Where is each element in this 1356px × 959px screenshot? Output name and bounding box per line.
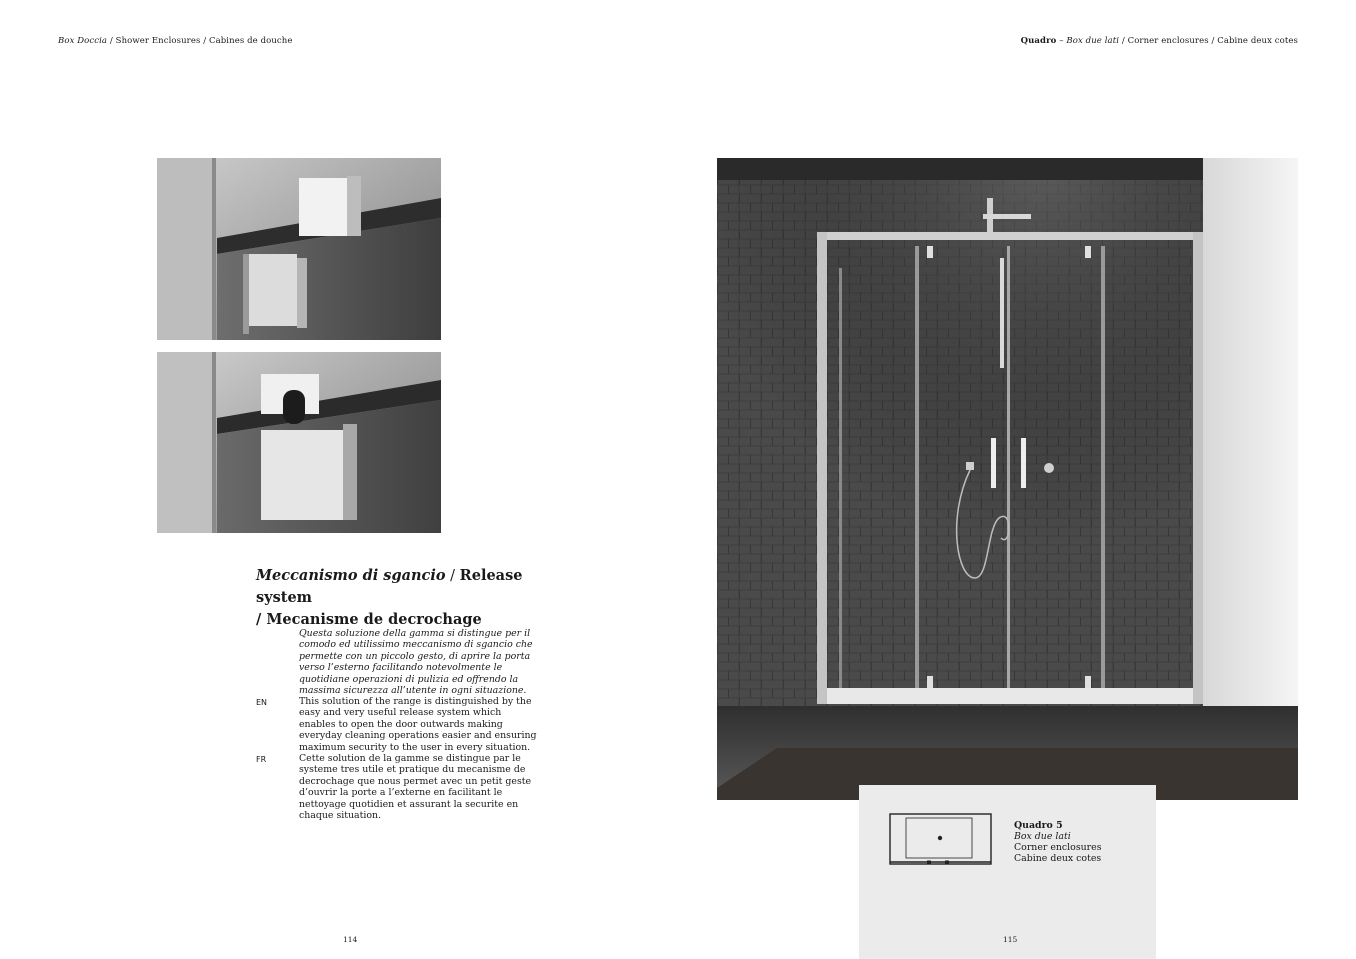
floor-plan-diagram	[889, 813, 992, 865]
header-right-type-rest: / Corner enclosures / Cabine deux cotes	[1119, 36, 1298, 46]
description-french: Cette solution de la gamme se distingue par le systeme tres utile et pratique du mecanisme de decrochage que nous permet avec un petit geste d’ouvrir la porte a l’externe en facilitant le nettoyage quotidien et assurant la securite en chaque situation.	[299, 753, 532, 822]
header-left-category-it: Box Doccia	[58, 36, 108, 46]
description-italian: Questa soluzione della gamma si distingue per il comodo ed utilissimo meccanismo di sgancio che permette con un piccolo gesto, di aprire la porta verso l’esterno facilitando notevolmente le quotidiane operazioni di pulizia ed offrendo la massima sicurezza all’utente in ogni situazione.	[299, 628, 533, 697]
page-number-right: 115	[1003, 935, 1018, 944]
header-left-category-rest: / Shower Enclosures / Cabines de douche	[107, 36, 293, 46]
shower-enclosure-photo	[717, 158, 1298, 800]
section-title-sep: /	[445, 568, 460, 584]
language-label-en: EN	[256, 698, 268, 707]
product-type-en: Corner enclosures	[1014, 842, 1102, 853]
section-title	[256, 565, 556, 631]
header-right-type-it: Box due lati	[1066, 36, 1120, 46]
product-type-it: Box due lati	[1014, 831, 1071, 842]
product-name: Quadro 5	[1014, 820, 1063, 831]
product-card-text	[1014, 820, 1102, 864]
header-right-separator: –	[1056, 36, 1067, 46]
header-right-brand: Quadro	[1020, 36, 1057, 46]
page-number-left: 114	[343, 935, 358, 944]
release-mechanism-photo-open	[157, 352, 441, 533]
section-title-it: Meccanismo di sgancio	[256, 567, 446, 584]
product-type-fr: Cabine deux cotes	[1014, 853, 1102, 864]
description-english: This solution of the range is distinguished by the easy and very useful release system which enables to open the door outwards making everyday cleaning operations easier and ensuring maximum security to the user in every situation.	[299, 696, 537, 753]
running-header-left	[58, 36, 292, 46]
running-header-right	[1021, 36, 1298, 46]
product-card	[859, 785, 1156, 959]
section-title-fr: / Mecanisme de decrochage	[256, 611, 482, 628]
section-title-en: Release system	[256, 567, 523, 606]
language-label-fr: FR	[256, 755, 267, 764]
release-mechanism-photo-closed	[157, 158, 441, 340]
